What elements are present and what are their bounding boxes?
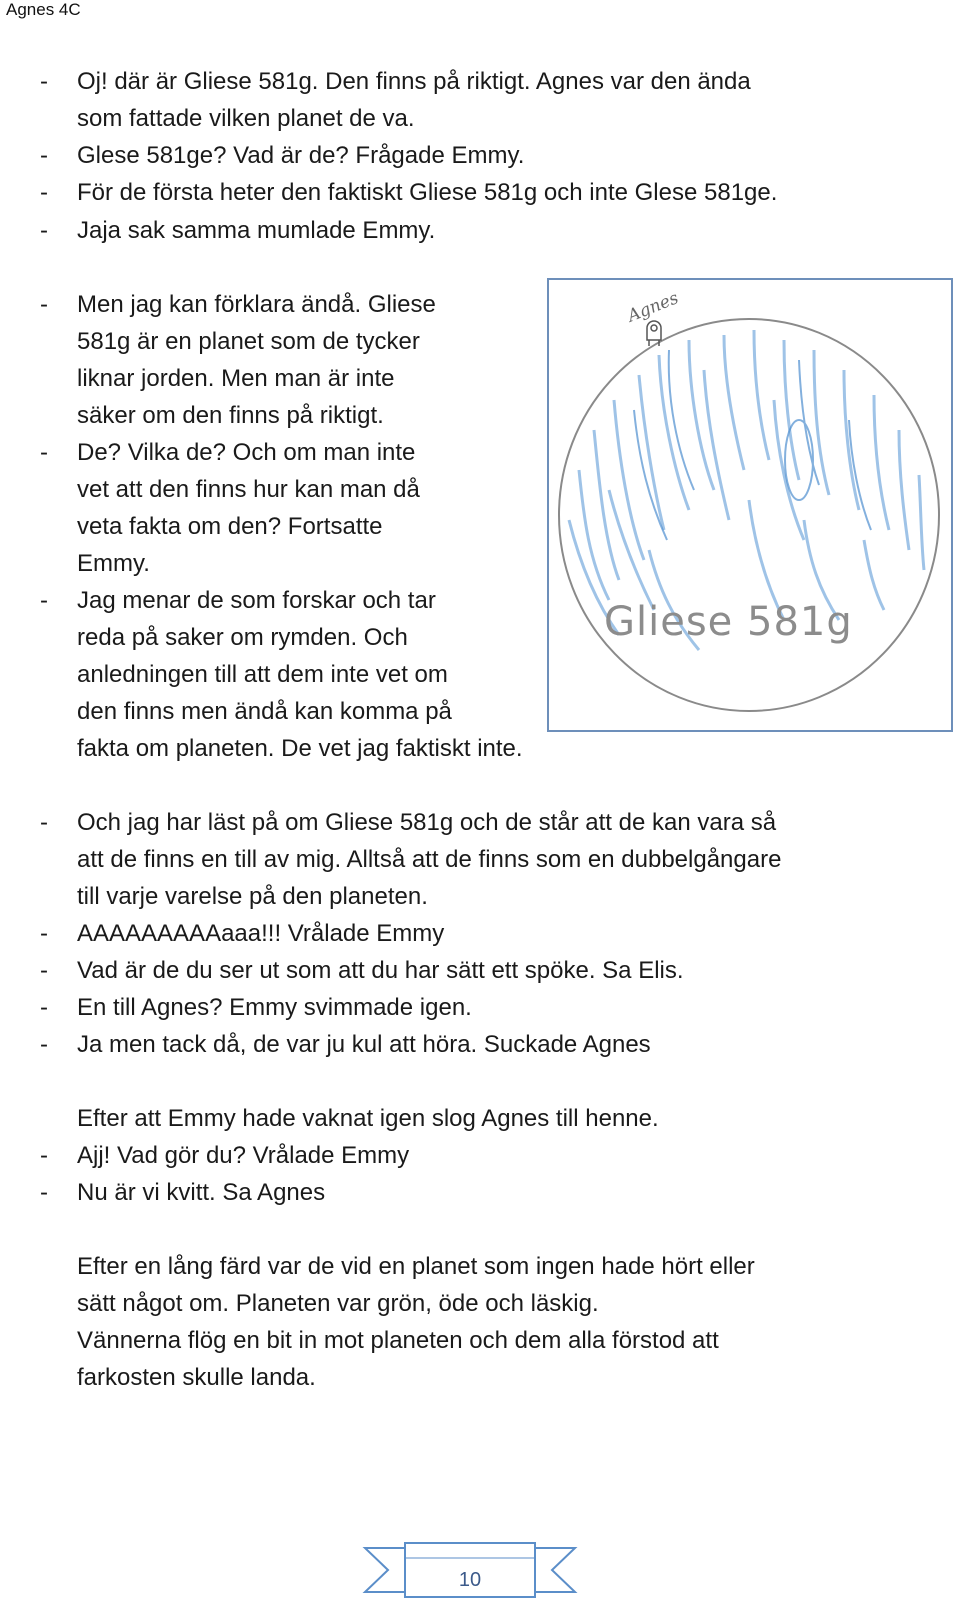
text-line: Jaja sak samma mumlade Emmy. [77, 217, 436, 244]
planet-illustration [549, 280, 951, 730]
page-number: 10 [458, 1569, 482, 1591]
dialogue-dash: - [40, 1031, 48, 1058]
text-line: Nu är vi kvitt. Sa Agnes [77, 1179, 326, 1206]
dialogue-dash: - [40, 587, 48, 614]
text-line: Ja men tack då, de var ju kul att höra. Suckade Agnes [77, 1031, 651, 1058]
text-line: Jag menar de som forskar och tar [77, 587, 436, 614]
dialogue-dash: - [40, 217, 48, 244]
text-line: reda på saker om rymden. Och [77, 624, 408, 651]
text-line: Efter en lång färd var de vid en planet som ingen hade hört eller [77, 1253, 755, 1280]
handwritten-name: Agnes [624, 288, 682, 327]
text-line: den finns men ändå kan komma på [77, 698, 452, 725]
dialogue-dash: - [40, 179, 48, 206]
figure-caption: Gliese 581g [604, 599, 853, 645]
text-line: Emmy. [77, 550, 150, 577]
planet-drawing [547, 278, 953, 732]
text-line: veta fakta om den? Fortsatte [77, 513, 383, 540]
text-line: liknar jorden. Men man är inte [77, 365, 395, 392]
text-line: sätt något om. Planeten var grön, öde och läskig. [77, 1290, 599, 1317]
text-line: Oj! där är Gliese 581g. Den finns på riktigt. Agnes var den ända [77, 68, 751, 95]
dialogue-dash: - [40, 957, 48, 984]
dialogue-dash: - [40, 439, 48, 466]
dialogue-dash: - [40, 291, 48, 318]
dialogue-dash: - [40, 920, 48, 947]
document-header: Agnes 4C [6, 0, 81, 19]
dialogue-dash: - [40, 68, 48, 95]
dialogue-dash: - [40, 142, 48, 169]
text-line: fakta om planeten. De vet jag faktiskt inte. [77, 735, 523, 762]
text-line: anledningen till att dem inte vet om [77, 661, 448, 688]
text-line: Ajj! Vad gör du? Vrålade Emmy [77, 1142, 410, 1169]
text-line: Vännerna flög en bit in mot planeten och dem alla förstod att [77, 1327, 719, 1354]
text-line: Efter att Emmy hade vaknat igen slog Agnes till henne. [77, 1105, 659, 1132]
text-line: En till Agnes? Emmy svimmade igen. [77, 994, 472, 1021]
text-line: Men jag kan förklara ändå. Gliese [77, 291, 436, 318]
text-line: De? Vilka de? Och om man inte [77, 439, 416, 466]
text-line: För de första heter den faktiskt Gliese 581g och inte Glese 581ge. [77, 179, 778, 206]
dialogue-dash: - [40, 994, 48, 1021]
dialogue-dash: - [40, 1142, 48, 1169]
text-line: 581g är en planet som de tycker [77, 328, 420, 355]
text-line: vet att den finns hur kan man då [77, 476, 420, 503]
text-line: att de finns en till av mig. Alltså att de finns som en dubbelgångare [77, 846, 782, 873]
text-line: Glese 581ge? Vad är de? Frågade Emmy. [77, 142, 525, 169]
text-line: säker om den finns på riktigt. [77, 402, 384, 429]
dialogue-dash: - [40, 809, 48, 836]
text-line: till varje varelse på den planeten. [77, 883, 428, 910]
text-line: Och jag har läst på om Gliese 581g och de står att de kan vara så [77, 809, 777, 836]
text-line: AAAAAAAAAaaa!!! Vrålade Emmy [77, 920, 445, 947]
dialogue-dash: - [40, 1179, 48, 1206]
text-line: farkosten skulle landa. [77, 1364, 316, 1391]
text-line: Vad är de du ser ut som att du har sätt ett spöke. Sa Elis. [77, 957, 684, 984]
text-line: som fattade vilken planet de va. [77, 105, 415, 132]
